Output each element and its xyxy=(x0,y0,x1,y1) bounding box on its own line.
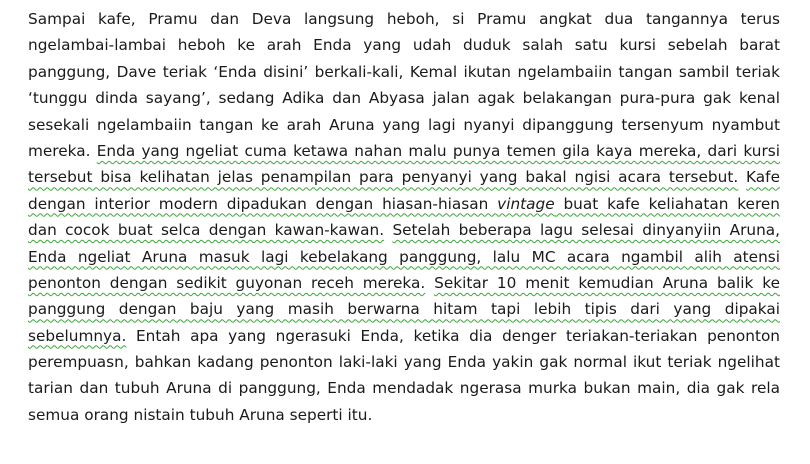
text-line xyxy=(28,375,780,401)
text-segment: ‘tunggu dinda sayang’, sedang Adika dan Abyasa jalan agak belakangan pura-pura gak kenal xyxy=(28,89,780,108)
text-segment: mereka. xyxy=(28,141,97,160)
text-line xyxy=(28,85,780,111)
text-line xyxy=(28,244,780,270)
text-segment: perempuasn, bahkan kadang penonton laki-laki yang Enda yakin gak normal ikut teriak ngelihat xyxy=(28,353,780,372)
text-line xyxy=(28,270,780,296)
text-line xyxy=(28,323,780,349)
text-line xyxy=(28,349,780,375)
grammar-flagged-text: dengan interior modern dipadukan dengan hiasan-hiasan xyxy=(28,194,498,213)
grammar-flagged-text: buat kafe keliahatan keren xyxy=(554,194,780,213)
text-line xyxy=(28,6,780,32)
text-segment: tarian dan tubuh Aruna di panggung, Enda mendadak ngerasa murka bukan main, dia gak rela xyxy=(28,379,780,398)
text-line xyxy=(28,32,780,58)
text-segment: semua orang nistain tubuh Aruna seperti itu. xyxy=(28,405,373,424)
text-segment xyxy=(425,274,434,292)
grammar-flagged-text: penonton dengan sedikit guyonan receh mereka. xyxy=(28,273,426,292)
grammar-flagged-text: dan cocok buat selca dengan kawan-kawan. xyxy=(28,221,385,240)
text-line xyxy=(28,191,780,217)
grammar-flagged-text: sebelumnya. xyxy=(28,326,127,345)
grammar-flagged-text: Enda yang ngeliat cuma ketawa nahan malu punya temen gila kaya mereka, dari kursi xyxy=(96,141,780,160)
text-segment: panggung, Dave teriak ‘Enda disini’ berkali-kali, Kemal ikutan ngelambaiin tangan sambil teriak xyxy=(28,62,780,81)
grammar-flagged-text: panggung dengan baju yang masih berwarna hitam tapi lebih tipis dari yang dipakai xyxy=(28,300,780,319)
grammar-flagged-text: Setelah beberapa lagu selesai dinyanyiin Aruna, xyxy=(392,221,780,240)
grammar-flagged-text: Kafe xyxy=(746,168,780,187)
text-segment: sesekali ngelambaiin tangan ke arah Aruna yang lagi nyanyi dipanggung tersenyum nyambut xyxy=(28,115,780,134)
text-segment xyxy=(738,168,746,186)
grammar-flagged-text: vintage xyxy=(497,194,555,213)
text-line xyxy=(28,402,780,428)
text-line xyxy=(28,164,780,190)
grammar-flagged-text: Sekitar 10 menit kemudian Aruna balik ke xyxy=(434,273,780,292)
text-line xyxy=(28,112,780,138)
grammar-flagged-text: Enda ngeliat Aruna masuk lagi kebelakang panggung, lalu MC acara ngambil alih atensi xyxy=(28,247,780,266)
text-line xyxy=(28,296,780,322)
text-segment: Sampai kafe, Pramu dan Deva langsung heboh, si Pramu angkat dua tangannya terus xyxy=(28,10,780,28)
text-line xyxy=(28,59,780,85)
text-segment: ngelambai-lambai heboh ke arah Enda yang udah duduk salah satu kursi sebelah barat xyxy=(28,36,780,55)
body-paragraph[interactable] xyxy=(28,6,782,428)
text-line xyxy=(28,138,780,164)
grammar-flagged-text: tersebut bisa kelihatan jelas penampilan para penyanyi yang bakal ngisi acara tersebut. xyxy=(28,168,739,187)
text-segment: Entah apa yang ngerasuki Enda, ketika dia denger teriakan-teriakan penonton xyxy=(126,326,780,345)
text-line xyxy=(28,217,780,243)
